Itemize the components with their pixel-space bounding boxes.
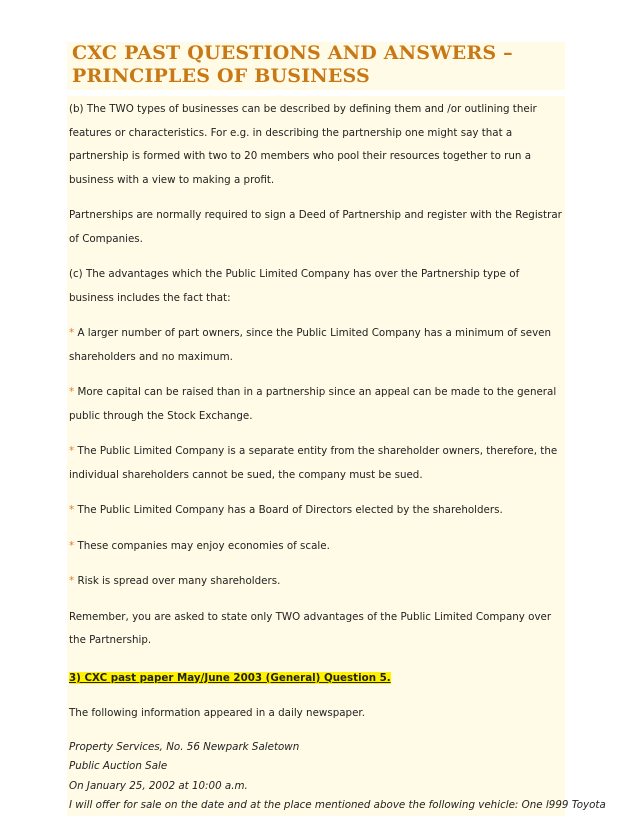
title-block: [67, 42, 565, 90]
bullet-item: [69, 535, 563, 559]
bullet-text: A larger number of part owners, since the Public Limited Company has a minimum of seven shareholders and no maximum.: [69, 327, 552, 363]
bullet-text: Risk is spread over many shareholders.: [77, 575, 281, 587]
document-body: [67, 96, 606, 816]
bullet-text: More capital can be raised than in a partnership since an appeal can be made to the general public through the Stock Exchange.: [69, 386, 557, 422]
paragraph-b: (b) The TWO types of businesses can be described by defining them and /or outlining their features or characteristics. For e.g. in describing the partnership one might say that a partnership is formed with two to 20 members who pool their resources together to run a business with a view to making a profit.: [69, 103, 537, 186]
paragraph-c: (c) The advantages which the Public Limited Company has over the Partnership type of business includes the fact that:: [69, 268, 520, 304]
bullet-text: The Public Limited Company has a Board of Directors elected by the shareholders.: [77, 504, 503, 516]
bullet-item: [69, 499, 563, 523]
asterisk-icon: *: [69, 327, 75, 339]
bullet-item: [69, 440, 563, 487]
asterisk-icon: *: [69, 504, 75, 516]
bullet-item: [69, 322, 563, 369]
asterisk-icon: *: [69, 386, 75, 398]
bullet-text: These companies may enjoy economies of scale.: [77, 539, 330, 552]
asterisk-icon: *: [69, 575, 75, 587]
document-page: [67, 42, 606, 816]
bullet-text: The Public Limited Company is a separate entity from the shareholder owners, therefore, the individual shareholders cannot be sued, the company must be sued.: [69, 445, 558, 481]
paragraph-deed: Partnerships are normally required to sign a Deed of Partnership and register with the Registrar of Companies.: [69, 209, 562, 245]
ad-line: Property Services, No. 56 Newpark Saletown: [69, 740, 300, 753]
ad-line: Public Auction Sale: [69, 760, 168, 772]
asterisk-icon: *: [69, 539, 75, 552]
paragraph-info: The following information appeared in a daily newspaper.: [69, 707, 365, 719]
asterisk-icon: *: [69, 445, 75, 457]
bullet-item: [69, 570, 563, 594]
paragraph-remember: Remember, you are asked to state only TWO advantages of the Public Limited Company over the Partnership.: [69, 610, 552, 646]
bullet-item: [69, 381, 563, 428]
ad-line: I will offer for sale on the date and at the place mentioned above the following vehicle: One l999 Toyota: [69, 799, 606, 811]
question-heading: 3) CXC past paper May/June 2003 (General) Question 5.: [69, 671, 391, 684]
ad-line: On January 25, 2002 at 10:00 a.m.: [69, 779, 248, 792]
page-title: CXC PAST QUESTIONS AND ANSWERS – PRINCIPLES OF BUSINESS: [72, 42, 513, 87]
